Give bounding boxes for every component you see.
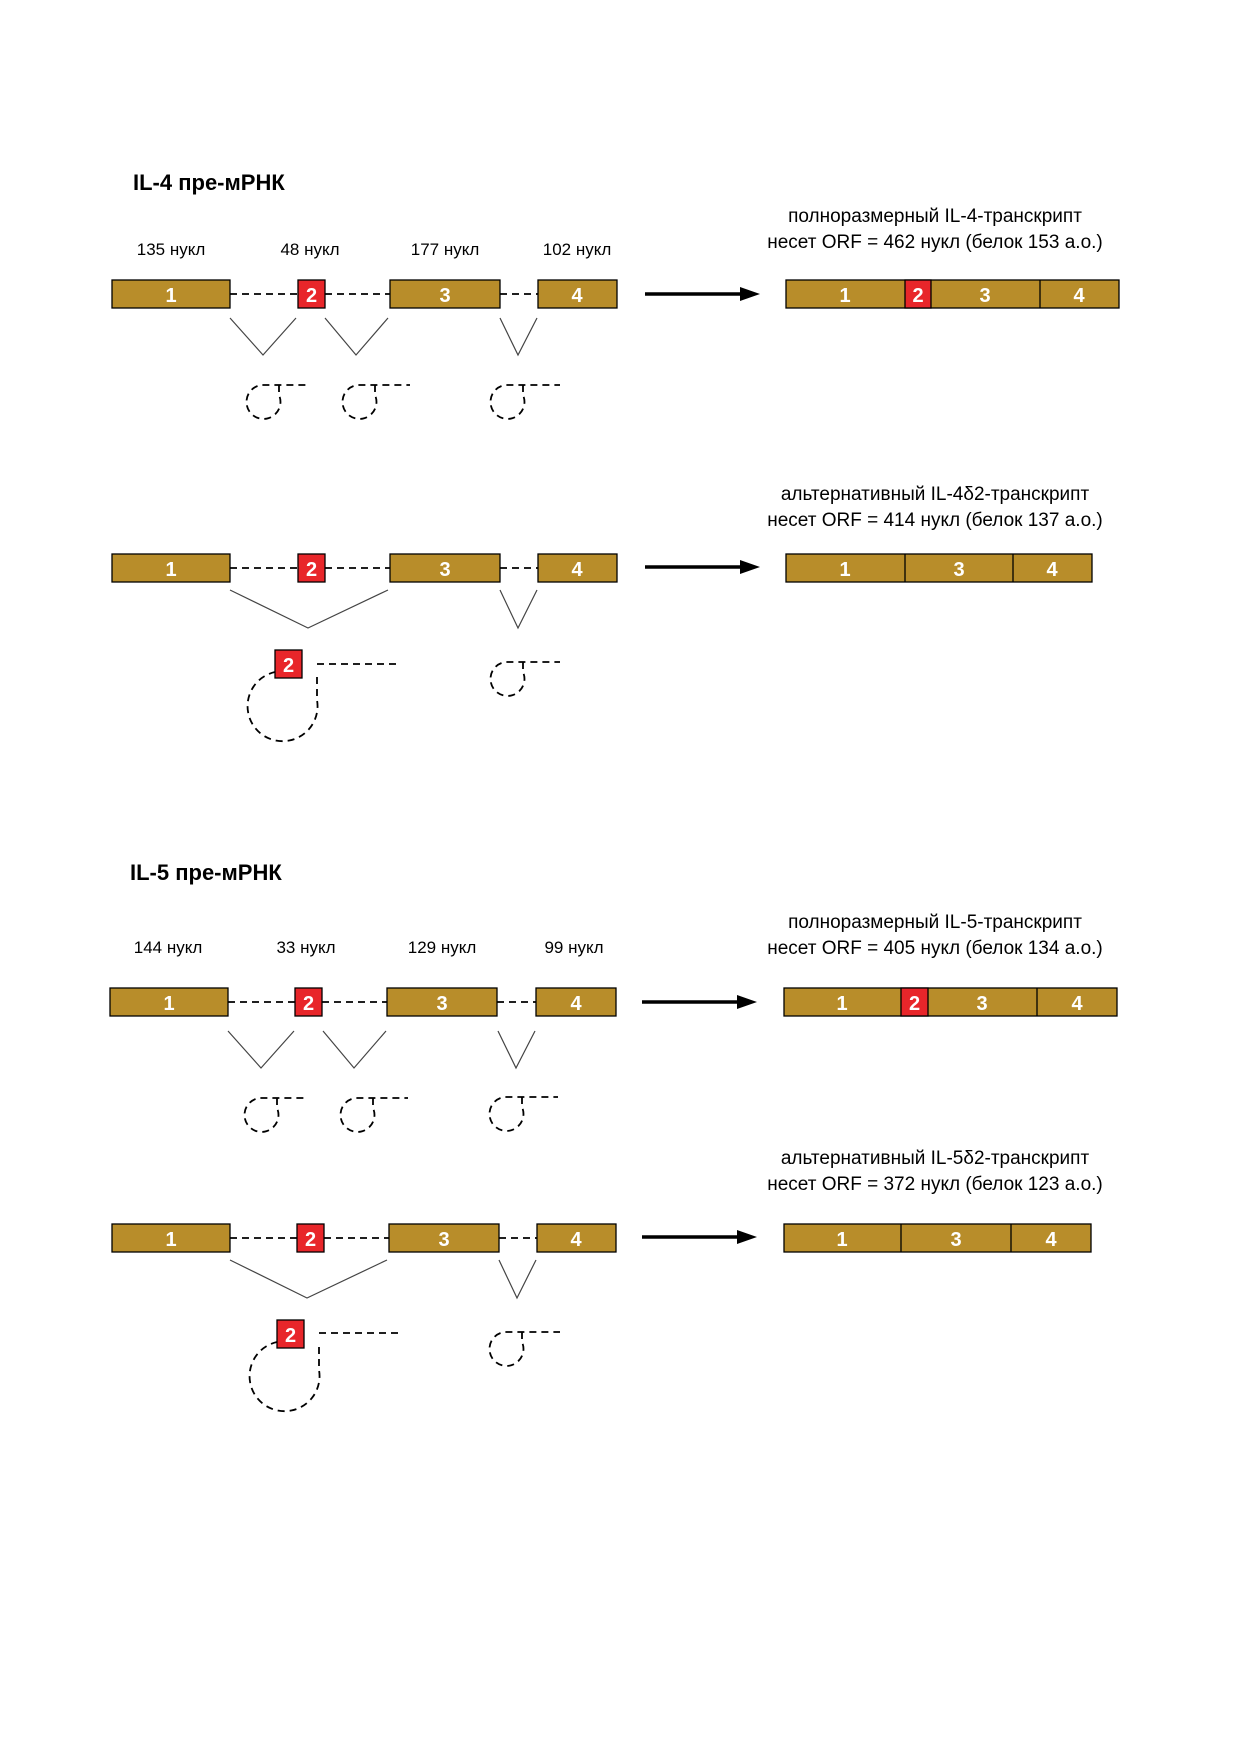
il5-full-caption-line1: полноразмерный IL-5-транскрипт [788,912,1082,933]
il5-mature-full-exon-4-label: 4 [1071,993,1083,1015]
il4-alt-lariats [248,650,560,741]
il5-mature-alt-exon-4-label: 4 [1045,1229,1057,1251]
il4-alt-exon-2-label: 2 [305,559,318,581]
il4-section [112,170,1119,741]
il4-alt-caption-line1: альтернативный IL-4δ2-транскрипт [780,484,1090,505]
il5-alt-caption-line1: альтернативный IL-5δ2-транскрипт [780,1148,1090,1169]
il4-full-caption-line1: полноразмерный IL-4-транскрипт [788,206,1082,227]
il4-mature-full [786,280,1119,308]
il5-exon-3-label: 3 [436,993,448,1015]
il4-full-caption-line2: несет ORF = 462 нукл (белок 153 а.о.) [767,232,1103,253]
il4-exon-4-label: 4 [571,285,583,307]
il4-splice-connectors [230,318,537,355]
il4-mature-alt-exon-3-label: 3 [953,559,965,581]
il5-pre-mrna-alt [112,1224,616,1411]
il5-arrow-full [642,995,757,1009]
il4-mature-full-exon-1-label: 1 [839,285,851,307]
il5-exon-1-label: 1 [163,993,175,1015]
il5-title: IL-5 пре-мРНК [130,860,282,885]
il5-mature-alt-exon-3-label: 3 [950,1229,962,1251]
il5-alt-exon-3-label: 3 [438,1229,450,1251]
il4-exon-2-label: 2 [305,285,318,307]
il5-alt-lariats [250,1320,560,1411]
il5-alt-caption-line2: несет ORF = 372 нукл (белок 123 а.о.) [767,1174,1103,1195]
il5-mature-full-exon-1-label: 1 [836,993,848,1015]
il4-exon-3-label: 3 [439,285,451,307]
il4-alt-exon-1-label: 1 [165,559,177,581]
il5-alt-exon-4-label: 4 [570,1229,582,1251]
il4-alt-exon-3-label: 3 [439,559,451,581]
il4-exon-1-label: 1 [165,285,177,307]
il4-alt-caption-line2: несет ORF = 414 нукл (белок 137 а.о.) [767,510,1103,531]
il5-splice-connectors [228,1031,535,1068]
il4-alt-splice-connectors [230,590,537,628]
il4-mature-alt [786,554,1092,582]
il5-mature-alt [784,1224,1091,1252]
il4-arrow-alt [645,560,760,574]
il4-mature-alt-exon-1-label: 1 [839,559,851,581]
il4-alt-exon-4-label: 4 [571,559,583,581]
il4-title: IL-4 пре-мРНК [133,170,285,195]
il4-mature-full-exon-2-label: 2 [912,285,924,307]
il5-pre-mrna-full [110,988,616,1132]
il5-arrow-alt [642,1230,757,1244]
il4-length-exon1: 135 нукл [136,240,206,259]
il5-alt-exon-1-label: 1 [165,1229,177,1251]
il5-exon-4-label: 4 [570,993,582,1015]
il4-exon-lengths [137,240,612,259]
il5-lariat-exon-2-label: 2 [284,1325,297,1347]
il5-exon-2-label: 2 [302,993,315,1015]
il4-pre-mrna-full [112,280,617,419]
il5-lariats [244,1097,558,1132]
il5-exon-lengths [134,938,604,957]
il4-arrow-full [645,287,760,301]
il5-alt-exon-2-label: 2 [304,1229,317,1251]
il5-mature-full [784,988,1117,1016]
il5-mature-alt-exon-1-label: 1 [836,1229,848,1251]
il4-length-exon4: 102 нукл [542,240,612,259]
il4-pre-mrna-alt [112,554,617,741]
il4-lariat-exon-2-label: 2 [282,655,295,677]
il4-mature-full-exon-3-label: 3 [979,285,991,307]
il5-length-exon3: 129 нукл [407,938,477,957]
il4-length-exon3: 177 нукл [410,240,480,259]
il5-mature-full-exon-3-label: 3 [976,993,988,1015]
il4-length-exon2: 48 нукл [280,240,340,259]
il5-full-caption-line2: несет ORF = 405 нукл (белок 134 а.о.) [767,938,1103,959]
il5-mature-full-exon-2-label: 2 [908,993,921,1015]
il5-length-exon1: 144 нукл [133,938,203,957]
il5-alt-splice-connectors [230,1260,536,1298]
il5-section [110,860,1117,1411]
il5-length-exon2: 33 нукл [276,938,336,957]
il4-mature-full-exon-4-label: 4 [1073,285,1085,307]
il4-mature-alt-exon-4-label: 4 [1046,559,1058,581]
il4-lariats [246,385,560,419]
il5-length-exon4: 99 нукл [544,938,604,957]
